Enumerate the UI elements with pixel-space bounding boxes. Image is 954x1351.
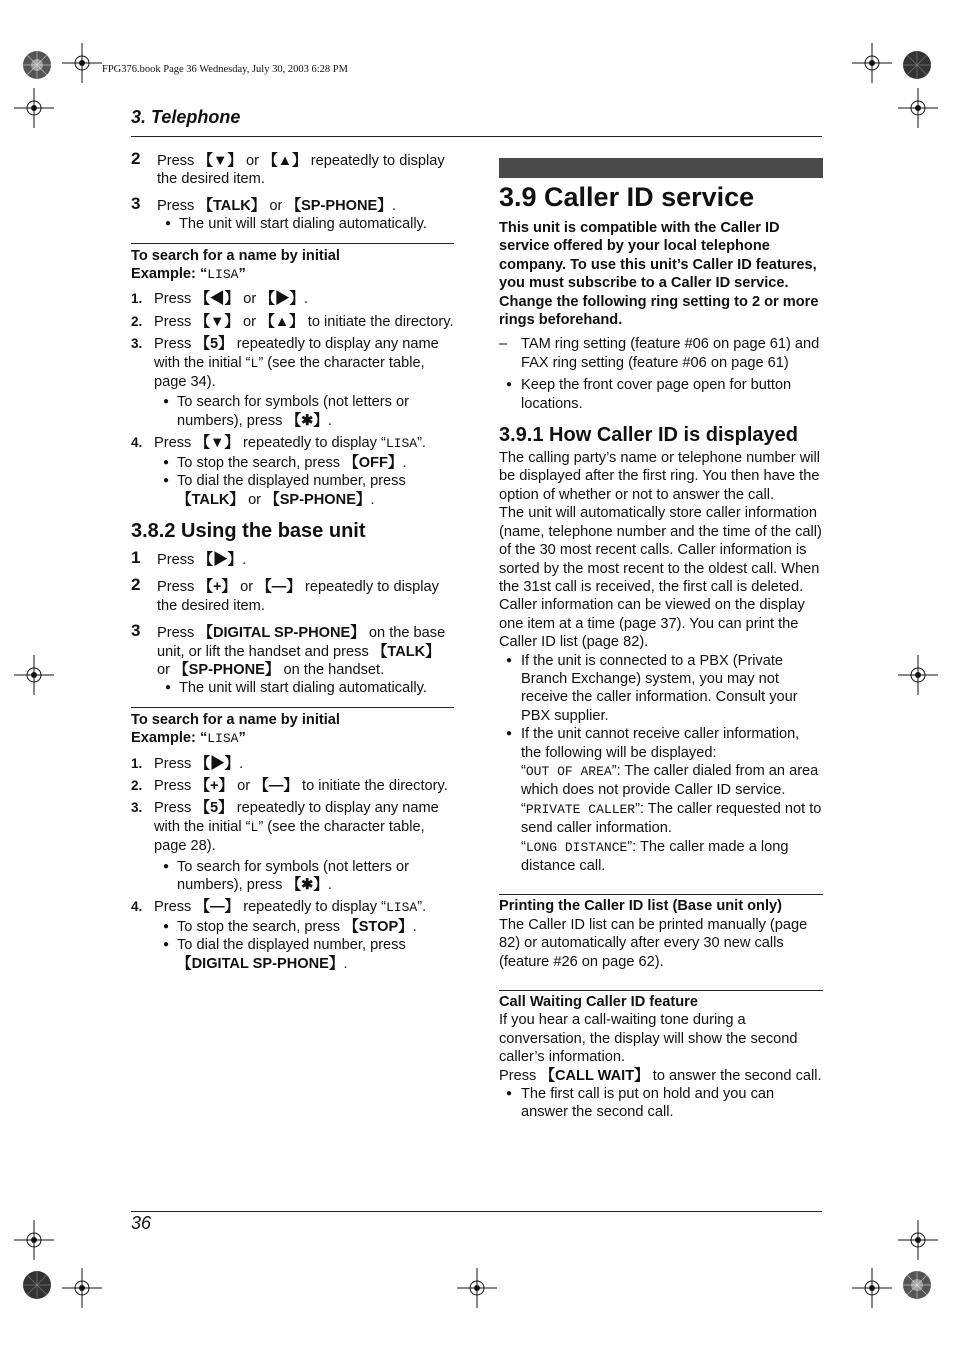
step-number: 3. [131,800,143,816]
base-step-2: 2 Press 【+】 or 【—】 repeatedly to display the desired item. [131,575,439,614]
step-number: 2 [131,575,141,595]
sunburst-mark-top-right [902,50,932,80]
minus-key: 【—】 [254,777,298,794]
section-rule [131,707,454,708]
bullet-icon: ● [165,218,172,230]
text: repeatedly to display the desired item. [157,153,445,188]
step-number: 3. [131,336,143,352]
talk-key: 【TALK】 [198,197,266,214]
bullet-item: ● To stop the search, press 【STOP】. [163,918,417,935]
bullet-item: ● To stop the search, press 【OFF】. [163,454,407,471]
bullet-icon: ● [163,920,170,932]
bullet-text: Keep the front cover page open for button locations. [521,377,792,412]
bullet-icon: ● [163,456,170,468]
example-line: Example: “LISA” [131,266,246,283]
bullet-icon: ● [163,396,170,408]
plus-key: 【+】 [198,579,237,596]
text: . [391,197,396,214]
right-key: 【▶】 [198,551,243,568]
up-key: 【▲】 [263,153,307,169]
left-key: 【◀】 [195,291,240,308]
search-step-3: 3. Press 【5】 repeatedly to display any name with the initial “L” (see the character table, page 34). [131,336,439,391]
call-wait-instruction: Press 【CALL WAIT】 to answer the second call. [499,1067,822,1084]
bullet-icon: ● [506,654,513,666]
sp-phone-key: 【SP-PHONE】 [174,661,280,678]
step-number: 1. [131,755,143,771]
display-message-long-distance: “LONG DISTANCE”: The caller made a long distance call. [521,838,789,874]
down-key: 【▼】 [195,313,239,330]
section-rule [499,990,823,991]
bullet-item: ● To dial the displayed number, press 【TALK】 or 【SP-PHONE】. [163,473,406,508]
example-value: LISA [207,267,239,283]
search-step-4: 4. Press 【—】 repeatedly to display “LISA”. [131,899,427,916]
digital-sp-phone-key: 【DIGITAL SP-PHONE】 [198,625,365,642]
step-number: 4. [131,899,143,915]
bullet-text: The first call is put on hold and you can answer the second call. [521,1086,775,1121]
registration-mark [14,1220,54,1260]
bullet-icon: ● [506,1088,513,1100]
bullet-item [499,376,823,413]
registration-mark [898,1220,938,1260]
stop-key: 【STOP】 [344,918,413,935]
section-heading: 3.8.2 Using the base unit [131,519,366,542]
bullet-item: ● To search for symbols (not letters or numbers), press 【✱】. [163,858,409,893]
down-key: 【▼】 [195,435,239,452]
step-number: 3 [131,621,141,641]
bullet-icon: ● [506,728,513,740]
plus-key: 【+】 [195,777,234,794]
bullet-icon: ● [165,682,172,694]
subsection-title: Printing the Caller ID list (Base unit only) [499,898,782,915]
sp-phone-key: 【SP-PHONE】 [286,197,392,214]
registration-mark [898,88,938,128]
paragraph: The Caller ID list can be printed manually (page 82) or automatically after every 30 new calls (feature #26 on page 62). [499,916,808,970]
intro-text: This unit is compatible with the Caller ID service offered by your local telephone company. To use this unit’s Caller ID features, you must subscribe to a Caller ID service. [499,220,817,292]
registration-mark [898,655,938,695]
step-number: 1 [131,547,141,567]
bullet-icon: ● [163,475,170,487]
base-step-1: 1 Press 【▶】. [131,547,247,568]
search-step-2: 2. Press 【▼】 or 【▲】 to initiate the directory. [131,313,454,330]
paragraph: If you hear a call-waiting tone during a conversation, the display will show the second caller’s information. [499,1012,798,1066]
page-title: 3.9 Caller ID service [499,182,755,212]
bullet-item: ● To search for symbols (not letters or numbers), press 【✱】. [163,394,409,429]
step-number: 2 [131,149,141,168]
subsection-title: To search for a name by initial [131,247,340,264]
paragraph: The unit will automatically store caller information (name, telephone number and the time of the call) of the 30 most recent calls. Caller information is sorted by the most recent to the oldest call. When the 31st call is received, the first call is deleted. Caller information can be viewed on the display one item at a time (page 37). You can print the Caller ID list (page 82). [499,505,822,651]
five-key: 【5】 [195,336,233,353]
left-column [131,149,456,973]
ring-setting-note: Change the following ring setting to 2 or more rings beforehand. [499,293,819,329]
search-step-3: 3. Press 【5】 repeatedly to display any name with the initial “L” (see the character table, page 28). [131,800,439,855]
registration-mark [14,88,54,128]
minus-key: 【—】 [257,579,301,596]
bullet-text: The unit will start dialing automatically. [179,216,427,233]
step-number: 2. [131,313,143,329]
step-3 [131,193,456,215]
sunburst-mark-bottom-right [902,1270,932,1300]
bullet-text: If the unit is connected to a PBX (Private Branch Exchange) system, you may not receive the caller information. Consult your PBX supplier. [521,652,798,724]
bullet-item [131,679,456,697]
heading-bar [499,158,823,178]
display-message-private-caller: “PRIVATE CALLER”: The caller requested not to send caller information. [521,800,822,837]
bullet-text: If the unit cannot receive caller information, the following will be displayed: [521,726,800,761]
registration-mark [457,1268,497,1308]
registration-mark [852,43,892,83]
step-number: 1. [131,291,143,307]
text: or [242,153,264,169]
display-message-out-of-area: “OUT OF AREA”: The caller dialed from an area which does not provide Caller ID service. [521,762,819,799]
file-header: FPG376.book Page 36 Wednesday, July 30, 2003 6:28 PM [102,64,348,75]
step-number: 2. [131,777,143,793]
bullet-item: ● To dial the displayed number, press 【DIGITAL SP-PHONE】. [163,937,406,972]
text: Press [157,197,199,214]
example-value: LISA [207,731,239,747]
bullet-item [499,725,823,762]
bullet-item [131,215,456,233]
dash-text: TAM ring setting (feature #06 on page 61) and FAX ring setting (feature #06 on page 61) [521,336,820,371]
bullet-icon: ● [506,379,513,391]
footer-rule [131,1211,822,1212]
header-rule [131,136,822,137]
five-key: 【5】 [195,800,233,817]
right-key: 【▶】 [195,755,240,772]
section-rule [499,894,823,895]
call-wait-key: 【CALL WAIT】 [540,1067,649,1084]
talk-key: 【TALK】 [372,643,440,660]
bullet-item [499,1085,823,1122]
section-header: 3. Telephone [131,107,241,127]
subsection-title: Call Waiting Caller ID feature [499,994,698,1011]
dash-glyph: – [499,336,508,353]
page-number: 36 [131,1213,152,1233]
registration-mark [852,1268,892,1308]
right-column [499,158,823,1122]
registration-mark [62,1268,102,1308]
registration-mark [14,655,54,695]
section-heading: 3.9.1 How Caller ID is displayed [499,424,799,447]
sunburst-mark-bottom-left [22,1270,52,1300]
digital-sp-phone-key: 【DIGITAL SP-PHONE】 [177,955,344,972]
text: or [265,197,287,214]
sunburst-mark-top-left [22,50,52,80]
off-key: 【OFF】 [344,454,403,471]
bullet-icon: ● [163,860,170,872]
bullet-text: The unit will start dialing automatically. [179,680,427,697]
dash-item [499,335,823,372]
right-key: 【▶】 [260,291,305,308]
bullet-icon: ● [163,939,170,951]
bullet-item [499,652,823,726]
sp-phone-key: 【SP-PHONE】 [265,491,371,508]
text: Press [157,153,199,169]
base-step-3: 3 Press 【DIGITAL SP-PHONE】 on the base unit, or lift the handset and press 【TALK】 or 【SP-PHONE】 on the handset. [131,621,446,678]
minus-key: 【—】 [195,899,240,916]
search-step-4: 4. Press 【▼】 repeatedly to display “LISA”. [131,435,426,452]
step-number: 4. [131,435,143,451]
up-key: 【▲】 [260,313,304,330]
talk-key: 【TALK】 [177,491,245,508]
registration-mark [62,43,102,83]
paragraph: The calling party’s name or telephone number will be displayed after the first ring. You then have the option of whether or not to answer the call. [499,450,820,503]
search-step-1: 1. Press 【◀】 or 【▶】. [131,291,309,308]
section-rule [131,243,454,244]
step-number: 3 [131,193,141,213]
star-key: 【✱】 [286,412,328,429]
search-step-1: 1. Press 【▶】. [131,755,244,772]
subsection-title: To search for a name by initial [131,711,340,728]
example-line: Example: “LISA” [131,730,246,747]
star-key: 【✱】 [286,877,328,893]
down-key: 【▼】 [198,153,242,169]
step-2 [131,149,456,189]
search-step-2: 2. Press 【+】 or 【—】 to initiate the directory. [131,777,448,794]
